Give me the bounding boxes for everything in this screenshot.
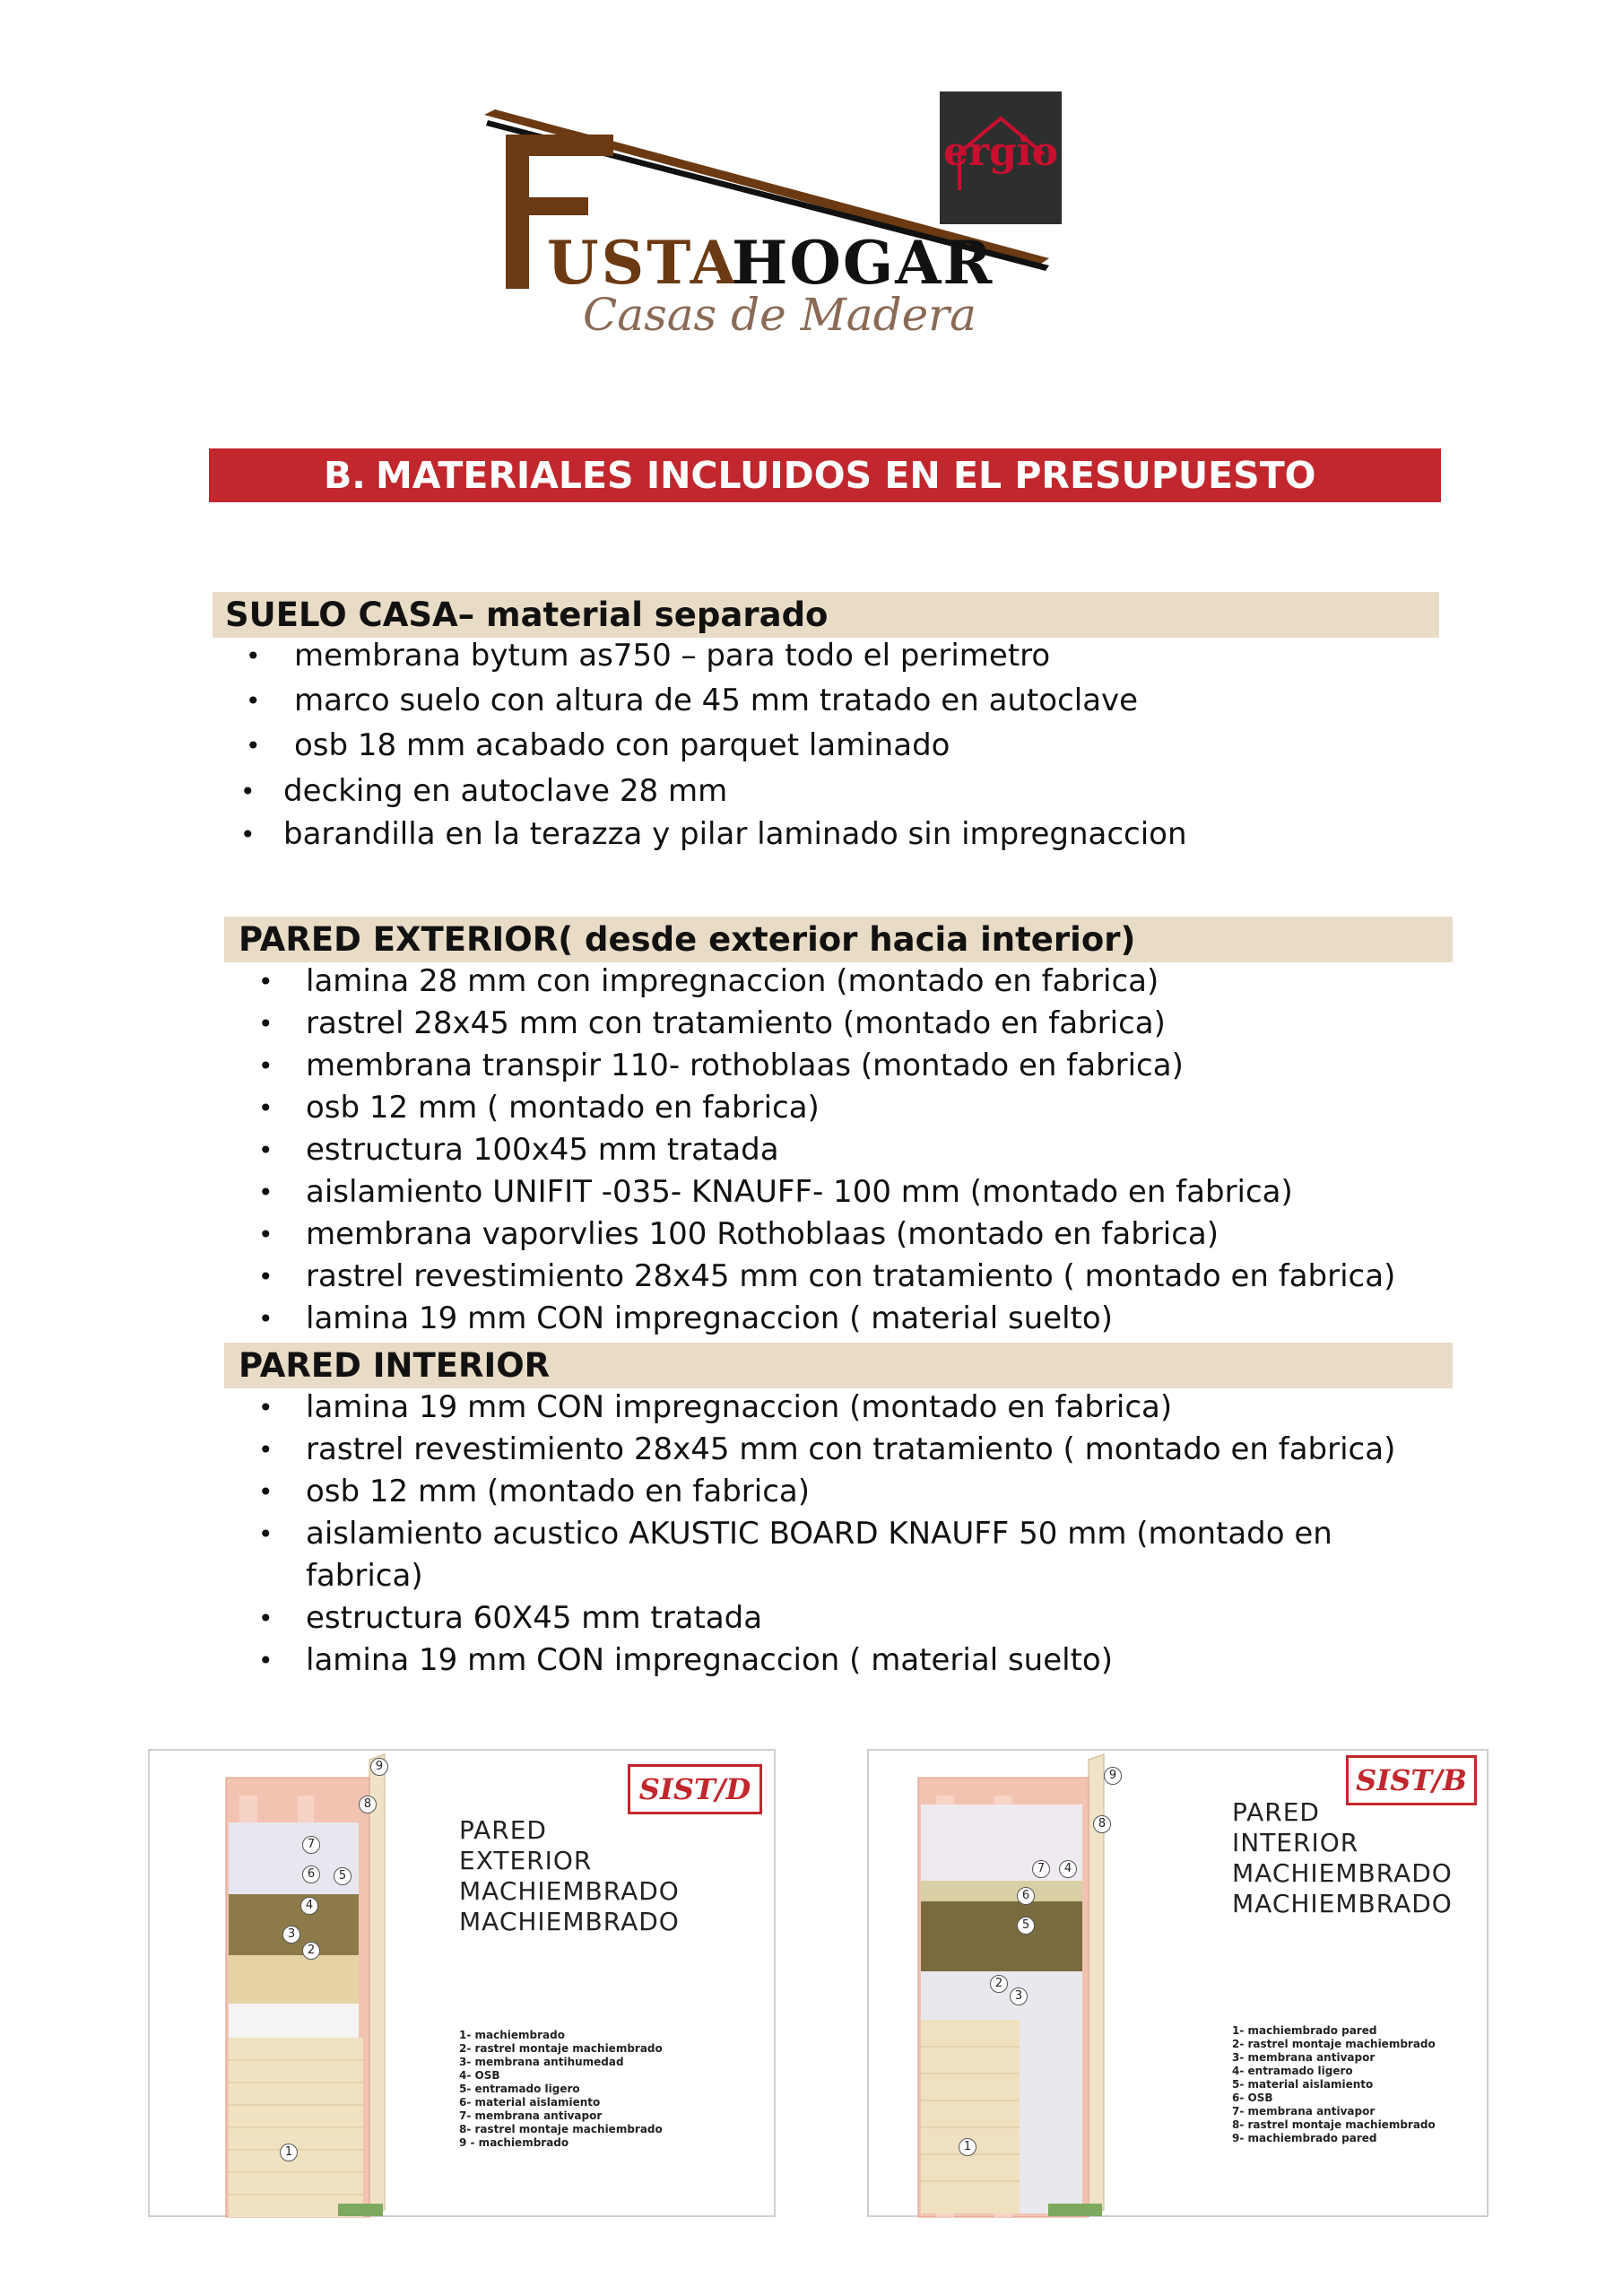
bullet-icon: • [258, 1009, 273, 1039]
bullet-icon: • [258, 1646, 273, 1675]
list-pared-exterior [258, 961, 1395, 1340]
legend-item: 6- OSB [1232, 2092, 1273, 2104]
callout-number: 1 [280, 2144, 298, 2161]
bullet-icon: • [258, 1604, 273, 1633]
company-logo [475, 90, 1067, 350]
banner-title: MATERIALES INCLUIDOS EN EL PRESUPUESTO [376, 454, 1316, 497]
logo-badge-text: ergio [942, 129, 1058, 175]
legend-item: 4- entramado ligero [1232, 2065, 1353, 2077]
callout-number: 5 [334, 1867, 352, 1885]
legend-item: 4- OSB [459, 2069, 500, 2082]
legend-item: 1- machiembrado pared [1232, 2024, 1377, 2037]
legend-item: 8- rastrel montaje machiembrado [459, 2123, 663, 2135]
list-item: • lamina 19 mm CON impregnaccion ( material suelto) [258, 1298, 1395, 1340]
bullet-icon: • [240, 820, 256, 849]
callout-number: 3 [282, 1926, 300, 1944]
banner-letter: B. [324, 454, 366, 497]
list-item: • membrana vaporvlies 100 Rothoblaas (montado en fabrica) [258, 1213, 1395, 1256]
section-heading-suelo: SUELO CASA– material separado [213, 592, 1439, 638]
callout-number: 7 [302, 1836, 320, 1854]
legend-item: 9- machiembrado pared [1232, 2132, 1377, 2144]
callout-number: 9 [1104, 1767, 1122, 1785]
bullet-icon: • [258, 1135, 273, 1165]
callout-number: 2 [302, 1942, 320, 1960]
legend-item: 5- entramado ligero [459, 2083, 580, 2095]
diagram-legend [1232, 2024, 1436, 2145]
list-item: • osb 12 mm (montado en fabrica) [258, 1471, 1379, 1513]
list-pared-interior [258, 1387, 1396, 1682]
bullet-icon: • [258, 1093, 273, 1123]
callout-number: 4 [1059, 1860, 1077, 1878]
legend-item: 3- membrana antihumedad [459, 2056, 624, 2068]
bullet-icon: • [258, 1519, 273, 1549]
list-item: • membrana transpir 110- rothoblaas (montado en fabrica) [258, 1045, 1395, 1087]
diagram-title: PARED EXTERIOR MACHIEMBRADO MACHIEMBRADO [459, 1815, 680, 1936]
legend-item: 6- material aislamiento [459, 2096, 601, 2109]
list-item: • rastrel revestimiento 28x45 mm con tratamiento ( montado en fabrica) [258, 1429, 1379, 1471]
list-item: • barandilla en la terazza y pilar laminado sin impregnaccion [240, 813, 1187, 856]
section-heading-pared-exterior: PARED EXTERIOR( desde exterior hacia interior) [224, 917, 1453, 962]
bullet-icon: • [258, 1262, 273, 1292]
wall-diagram-interior [867, 1749, 1488, 2217]
legend-item: 7- membrana antivapor [1232, 2105, 1376, 2118]
bullet-icon: • [258, 1051, 273, 1081]
callout-number: 2 [990, 1975, 1008, 1993]
legend-item: 5- material aislamiento [1232, 2078, 1374, 2091]
list-suelo [240, 635, 1187, 856]
callout-number: 6 [302, 1866, 320, 1883]
list-item: • lamina 19 mm CON impregnaccion (montado en fabrica) [258, 1387, 1379, 1429]
bullet-icon: • [240, 777, 256, 806]
list-item: • aislamiento acustico AKUSTIC BOARD KNAUFF 50 mm (montado en fabrica) [258, 1513, 1382, 1597]
bullet-icon: • [258, 1477, 273, 1507]
bullet-icon: • [258, 1220, 273, 1249]
bullet-icon: • [258, 1393, 273, 1422]
diagram-legend [459, 2029, 663, 2150]
callout-number: 9 [370, 1758, 388, 1776]
legend-item: 2- rastrel montaje machiembrado [1232, 2038, 1436, 2050]
legend-item: 7- membrana antivapor [459, 2109, 603, 2122]
callout-number: 7 [1032, 1860, 1050, 1878]
list-item: • rastrel revestimiento 28x45 mm con tratamiento ( montado en fabrica) [258, 1256, 1395, 1298]
list-item: • estructura 100x45 mm tratada [258, 1129, 1395, 1171]
legend-item: 1- machiembrado [459, 2029, 565, 2041]
bullet-icon: • [258, 967, 273, 996]
list-item: • osb 12 mm ( montado en fabrica) [258, 1087, 1395, 1129]
callout-number: 8 [1093, 1815, 1111, 1833]
list-item: • marco suelo con altura de 45 mm tratado en autoclave [246, 680, 1187, 722]
system-tag: SIST/D [628, 1764, 762, 1814]
list-item: • lamina 19 mm CON impregnaccion ( material suelto) [258, 1639, 1379, 1682]
legend-item: 8- rastrel montaje machiembrado [1232, 2118, 1436, 2131]
callout-number: 3 [1010, 1987, 1028, 2005]
bullet-icon: • [258, 1178, 273, 1207]
list-item: • aislamiento UNIFIT -035- KNAUFF- 100 mm (montado en fabrica) [258, 1171, 1395, 1213]
logo-brand-second: HOGAR [732, 228, 994, 298]
diagram-title: PARED INTERIOR MACHIEMBRADO MACHIEMBRADO [1232, 1797, 1453, 1918]
logo-badge [940, 91, 1062, 224]
system-tag: SIST/B [1346, 1755, 1477, 1805]
section-heading-pared-interior: PARED INTERIOR [224, 1343, 1453, 1388]
bullet-icon: • [258, 1304, 273, 1334]
callout-number: 5 [1017, 1917, 1035, 1935]
list-item: • membrana bytum as750 – para todo el perimetro [246, 635, 1187, 677]
callout-number: 1 [959, 2138, 976, 2156]
list-item: • osb 18 mm acabado con parquet laminado [246, 725, 1187, 767]
list-item: • estructura 60X45 mm tratada [258, 1597, 1379, 1639]
section-banner [209, 448, 1441, 502]
bullet-icon: • [246, 686, 261, 716]
logo-tagline: Casas de Madera [583, 289, 976, 341]
bullet-icon: • [246, 731, 261, 761]
bullet-icon: • [246, 641, 261, 671]
callout-number: 6 [1017, 1887, 1035, 1905]
legend-item: 3- membrana antivapor [1232, 2051, 1376, 2064]
legend-item: 2- rastrel montaje machiembrado [459, 2042, 663, 2055]
list-item: • lamina 28 mm con impregnaccion (montado en fabrica) [258, 961, 1395, 1003]
wall-diagram-exterior [148, 1749, 776, 2217]
legend-item: 9 - machiembrado [459, 2136, 569, 2149]
bullet-icon: • [258, 1435, 273, 1465]
callout-number: 8 [359, 1796, 377, 1813]
callout-number: 4 [300, 1897, 318, 1915]
list-item: • rastrel 28x45 mm con tratamiento (montado en fabrica) [258, 1003, 1395, 1045]
logo-brand-first: USTA [547, 228, 739, 298]
list-item: • decking en autoclave 28 mm [240, 770, 1187, 813]
